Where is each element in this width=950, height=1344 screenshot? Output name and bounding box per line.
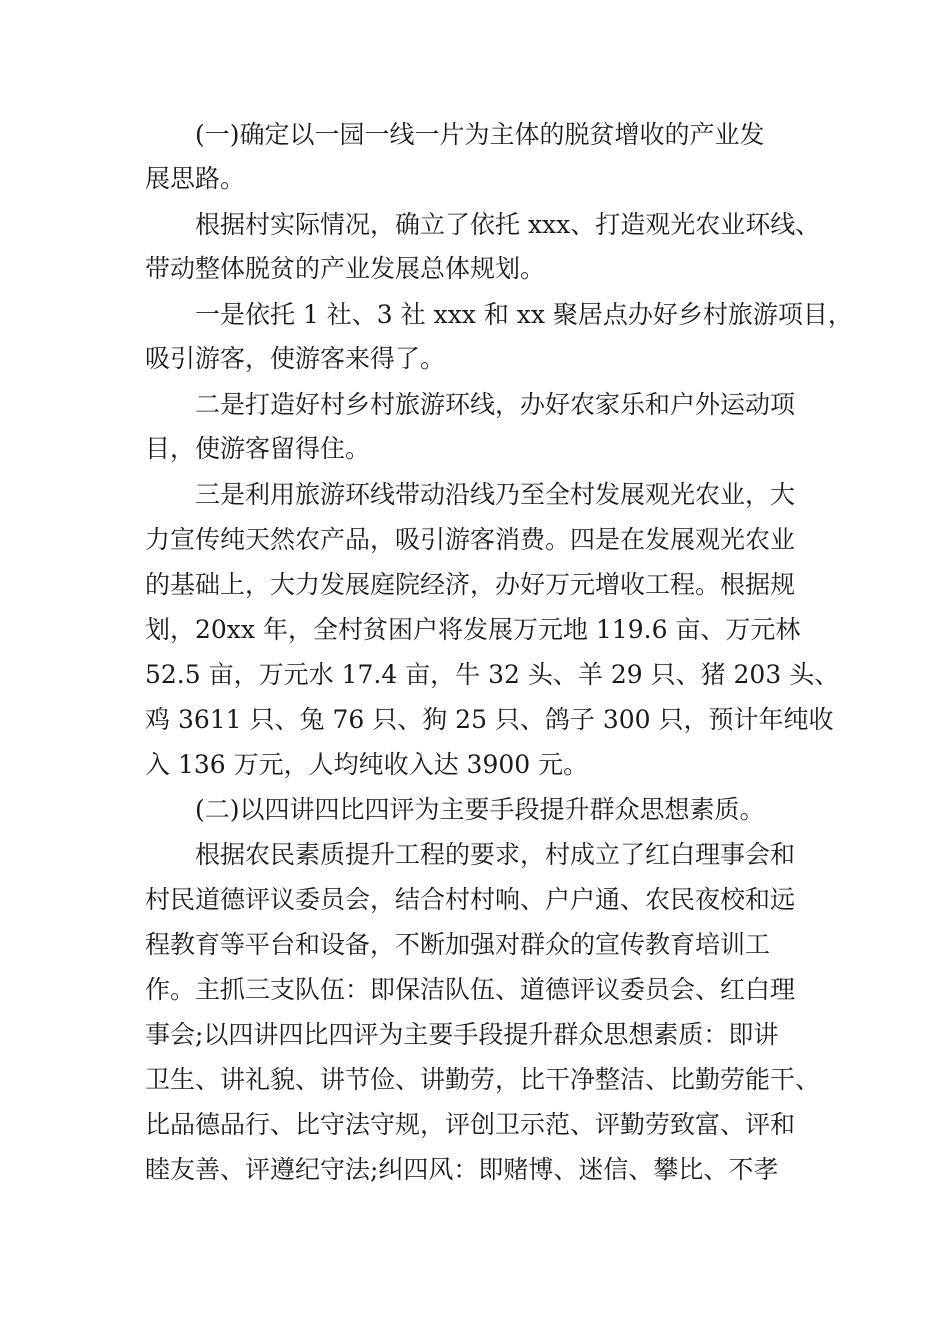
text-line: 村民道德评议委员会，结合村村响、户户通、农民夜校和远 — [145, 885, 796, 914]
text-line: 睦友善、评遵纪守法;纠四风：即赌博、迷信、攀比、不孝 — [145, 1155, 779, 1184]
text-line: 卫生、讲礼貌、讲节俭、讲勤劳，比干净整洁、比勤劳能干、 — [145, 1065, 821, 1094]
text-line: 一是依托 1 社、3 社 xxx 和 xx 聚居点办好乡村旅游项目， — [195, 300, 853, 329]
text-line: 力宣传纯天然农产品，吸引游客消费。四是在发展观光农业 — [145, 525, 796, 554]
text-line: 52.5 亩，万元水 17.4 亩，牛 32 头、羊 29 只、猪 203 头、 — [145, 660, 840, 689]
text-line: 的基础上，大力发展庭院经济，办好万元增收工程。根据规 — [145, 570, 796, 599]
text-line: (一)确定以一园一线一片为主体的脱贫增收的产业发 — [195, 120, 765, 149]
text-line: 吸引游客，使游客来得了。 — [145, 344, 446, 373]
text-line: (二)以四讲四比四评为主要手段提升群众思想素质。 — [195, 795, 765, 824]
text-line: 事会;以四讲四比四评为主要手段提升群众思想素质：即讲 — [145, 1020, 779, 1049]
text-line: 二是打造好村乡村旅游环线，办好农家乐和户外运动项 — [195, 390, 796, 419]
text-line: 鸡 3611 只、兔 76 只、狗 25 只、鸽子 300 只，预计年纯收 — [145, 705, 834, 734]
text-line: 三是利用旅游环线带动沿线乃至全村发展观光农业，大 — [195, 480, 796, 509]
text-line: 展思路。 — [145, 164, 246, 193]
text-line: 作。主抓三支队伍：即保洁队伍、道德评议委员会、红白理 — [145, 975, 796, 1004]
text-line: 比品德品行、比守法守规，评创卫示范、评勤劳致富、评和 — [145, 1110, 796, 1139]
text-line: 根据农民素质提升工程的要求，村成立了红白理事会和 — [195, 840, 796, 869]
text-line: 目，使游客留得住。 — [145, 434, 371, 463]
text-line: 入 136 万元，人均纯收入达 3900 元。 — [145, 750, 589, 779]
text-line: 划，20xx 年，全村贫困户将发展万元地 119.6 亩、万元林 — [145, 615, 801, 644]
text-line: 根据村实际情况，确立了依托 xxx、打造观光农业环线、 — [195, 210, 821, 239]
text-line: 程教育等平台和设备，不断加强对群众的宣传教育培训工 — [145, 930, 771, 959]
text-line: 带动整体脱贫的产业发展总体规划。 — [145, 254, 546, 283]
